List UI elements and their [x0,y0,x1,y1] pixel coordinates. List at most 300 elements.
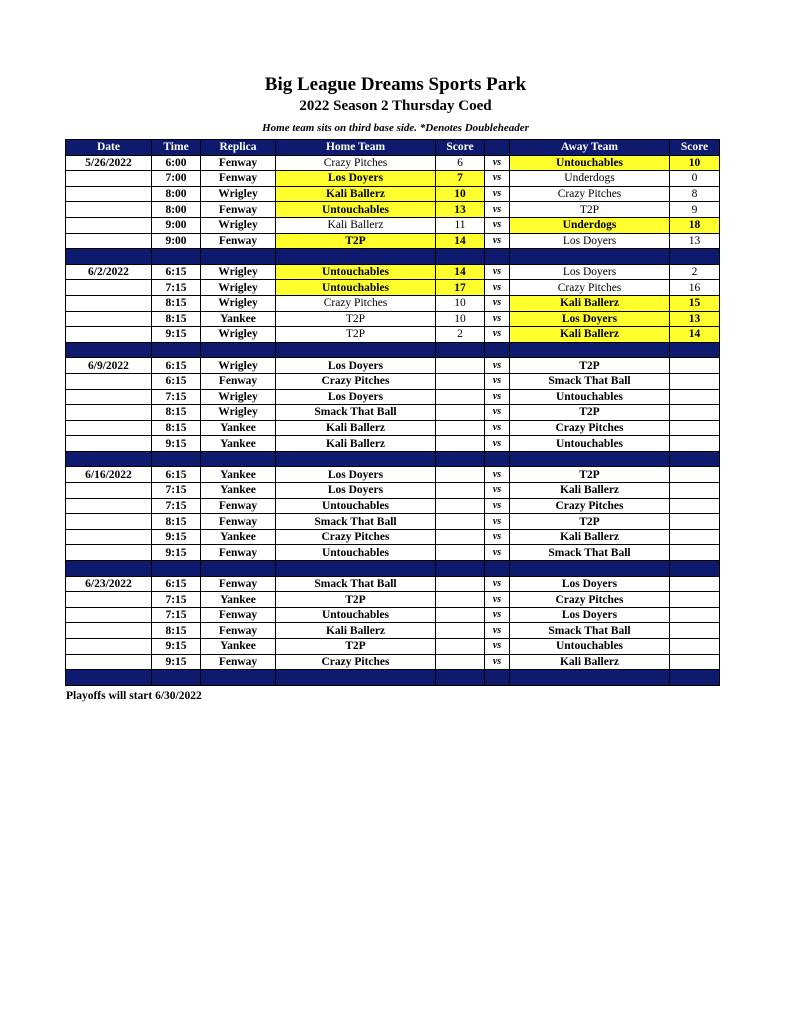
away-score-cell [670,545,720,561]
away-team-cell: Crazy Pitches [510,592,670,608]
home-score-cell [436,420,485,436]
home-score-cell: 14 [436,233,485,249]
home-team-cell: Untouchables [276,545,436,561]
home-score-cell [436,607,485,623]
replica-cell: Fenway [201,623,276,639]
replica-cell: Fenway [201,514,276,530]
table-row [66,202,720,218]
home-score-cell [436,529,485,545]
away-score-cell: 10 [670,155,720,171]
date-cell: 6/23/2022 [66,576,152,592]
away-score-cell: 16 [670,280,720,296]
date-cell [66,545,152,561]
date-cell [66,280,152,296]
separator-cell [485,249,510,265]
home-score-cell: 14 [436,264,485,280]
vs-cell: vs [485,514,510,530]
away-team-cell: Los Doyers [510,607,670,623]
date-cell [66,405,152,421]
time-cell: 6:15 [152,358,201,374]
date-cell [66,654,152,670]
table-row [66,420,720,436]
home-score-cell [436,654,485,670]
table-row [66,155,720,171]
separator-cell [670,249,720,265]
time-cell: 6:15 [152,467,201,483]
home-score-cell [436,592,485,608]
time-cell: 6:15 [152,373,201,389]
table-row [66,498,720,514]
column-header-time: Time [152,140,201,156]
away-score-cell [670,607,720,623]
separator-cell [152,561,201,577]
time-cell: 8:15 [152,405,201,421]
separator-cell [436,451,485,467]
vs-cell: vs [485,623,510,639]
home-team-cell: Kali Ballerz [276,217,436,233]
date-cell: 6/2/2022 [66,264,152,280]
vs-cell: vs [485,592,510,608]
away-team-cell: T2P [510,467,670,483]
separator-cell [66,670,152,686]
column-header-home-team: Home Team [276,140,436,156]
home-team-cell: Crazy Pitches [276,654,436,670]
separator-cell [66,342,152,358]
replica-cell: Yankee [201,592,276,608]
away-score-cell: 15 [670,295,720,311]
away-score-cell: 14 [670,327,720,343]
replica-cell: Fenway [201,155,276,171]
home-score-cell [436,405,485,421]
date-cell [66,592,152,608]
table-row [66,514,720,530]
vs-cell: vs [485,155,510,171]
home-score-cell [436,483,485,499]
table-row [66,467,720,483]
date-cell [66,623,152,639]
schedule-body [66,155,720,685]
away-team-cell: Kali Ballerz [510,327,670,343]
separator-cell [670,451,720,467]
separator-cell [436,249,485,265]
date-cell [66,529,152,545]
home-team-cell: Los Doyers [276,483,436,499]
date-cell [66,327,152,343]
separator-cell [66,249,152,265]
table-row [66,327,720,343]
date-cell [66,420,152,436]
separator-cell [276,249,436,265]
away-team-cell: T2P [510,405,670,421]
time-cell: 7:15 [152,389,201,405]
separator-cell [436,670,485,686]
vs-cell: vs [485,389,510,405]
vs-cell: vs [485,373,510,389]
replica-cell: Wrigley [201,280,276,296]
home-score-cell: 6 [436,155,485,171]
away-score-cell [670,373,720,389]
home-team-cell: T2P [276,592,436,608]
schedule-table [65,139,720,686]
date-cell [66,373,152,389]
away-team-cell: Kali Ballerz [510,529,670,545]
home-score-cell [436,467,485,483]
replica-cell: Fenway [201,498,276,514]
replica-cell: Yankee [201,311,276,327]
away-score-cell: 9 [670,202,720,218]
away-team-cell: Untouchables [510,436,670,452]
separator-cell [485,670,510,686]
table-row [66,607,720,623]
table-row [66,311,720,327]
page-subtitle: 2022 Season 2 Thursday Coed [299,98,492,114]
home-score-cell [436,545,485,561]
separator-cell [510,670,670,686]
table-row [66,405,720,421]
away-score-cell [670,405,720,421]
away-team-cell: Untouchables [510,639,670,655]
week-separator-row [66,561,720,577]
time-cell: 7:15 [152,607,201,623]
home-score-cell [436,639,485,655]
vs-cell: vs [485,436,510,452]
date-cell [66,311,152,327]
date-cell [66,514,152,530]
home-team-cell: Crazy Pitches [276,373,436,389]
vs-cell: vs [485,217,510,233]
home-score-cell [436,514,485,530]
date-cell [66,202,152,218]
away-score-cell [670,529,720,545]
time-cell: 8:15 [152,623,201,639]
time-cell: 9:15 [152,545,201,561]
time-cell: 8:15 [152,311,201,327]
replica-cell: Yankee [201,467,276,483]
separator-cell [436,342,485,358]
vs-cell: vs [485,639,510,655]
date-cell [66,171,152,187]
table-row [66,592,720,608]
away-score-cell [670,623,720,639]
away-team-cell: Smack That Ball [510,623,670,639]
replica-cell: Wrigley [201,186,276,202]
away-score-cell [670,436,720,452]
replica-cell: Wrigley [201,217,276,233]
table-row [66,171,720,187]
week-separator-row [66,670,720,686]
away-score-cell [670,483,720,499]
table-row [66,623,720,639]
time-cell: 7:15 [152,483,201,499]
separator-cell [201,249,276,265]
replica-cell: Wrigley [201,389,276,405]
separator-cell [66,561,152,577]
table-row [66,186,720,202]
home-team-cell: Untouchables [276,607,436,623]
home-team-cell: Untouchables [276,264,436,280]
time-cell: 8:15 [152,514,201,530]
home-team-cell: T2P [276,233,436,249]
home-score-cell [436,576,485,592]
away-team-cell: Crazy Pitches [510,280,670,296]
date-cell: 5/26/2022 [66,155,152,171]
home-team-cell: T2P [276,327,436,343]
vs-cell: vs [485,202,510,218]
vs-cell: vs [485,327,510,343]
replica-cell: Wrigley [201,327,276,343]
separator-cell [510,249,670,265]
table-row [66,295,720,311]
vs-cell: vs [485,295,510,311]
home-team-cell: Smack That Ball [276,514,436,530]
date-cell [66,217,152,233]
home-team-cell: Untouchables [276,498,436,514]
replica-cell: Fenway [201,545,276,561]
separator-cell [510,451,670,467]
time-cell: 6:00 [152,155,201,171]
replica-cell: Yankee [201,436,276,452]
home-score-cell: 11 [436,217,485,233]
home-team-cell: Los Doyers [276,389,436,405]
separator-cell [152,670,201,686]
away-team-cell: Smack That Ball [510,373,670,389]
time-cell: 8:15 [152,295,201,311]
separator-cell [485,451,510,467]
date-cell [66,639,152,655]
vs-cell: vs [485,405,510,421]
replica-cell: Yankee [201,529,276,545]
away-score-cell [670,467,720,483]
home-team-cell: Crazy Pitches [276,529,436,545]
separator-cell [201,342,276,358]
time-cell: 7:15 [152,592,201,608]
home-score-cell: 2 [436,327,485,343]
separator-cell [510,561,670,577]
column-header-away-team: Away Team [510,140,670,156]
table-row [66,483,720,499]
date-cell [66,483,152,499]
home-team-cell: Los Doyers [276,467,436,483]
separator-cell [276,561,436,577]
separator-cell [276,342,436,358]
replica-cell: Yankee [201,639,276,655]
table-row [66,436,720,452]
home-score-cell: 10 [436,311,485,327]
away-score-cell: 13 [670,233,720,249]
home-score-cell [436,623,485,639]
time-cell: 9:15 [152,327,201,343]
separator-cell [152,342,201,358]
replica-cell: Fenway [201,233,276,249]
home-score-cell [436,389,485,405]
home-score-cell: 17 [436,280,485,296]
time-cell: 9:15 [152,436,201,452]
column-header-vs [485,140,510,156]
vs-cell: vs [485,311,510,327]
time-cell: 9:00 [152,233,201,249]
vs-cell: vs [485,529,510,545]
away-score-cell: 2 [670,264,720,280]
away-team-cell: T2P [510,202,670,218]
away-score-cell [670,420,720,436]
time-cell: 9:15 [152,654,201,670]
table-row [66,654,720,670]
vs-cell: vs [485,467,510,483]
vs-cell: vs [485,498,510,514]
separator-cell [276,670,436,686]
replica-cell: Fenway [201,576,276,592]
home-score-cell: 7 [436,171,485,187]
separator-cell [66,451,152,467]
replica-cell: Wrigley [201,405,276,421]
column-header-replica: Replica [201,140,276,156]
vs-cell: vs [485,171,510,187]
separator-cell [152,249,201,265]
away-score-cell: 13 [670,311,720,327]
away-team-cell: Underdogs [510,171,670,187]
date-cell: 6/9/2022 [66,358,152,374]
home-score-cell: 10 [436,295,485,311]
time-cell: 7:00 [152,171,201,187]
table-row [66,280,720,296]
away-score-cell [670,389,720,405]
vs-cell: vs [485,545,510,561]
date-cell [66,607,152,623]
separator-cell [436,561,485,577]
away-score-cell [670,514,720,530]
away-score-cell [670,358,720,374]
replica-cell: Fenway [201,171,276,187]
away-team-cell: Smack That Ball [510,545,670,561]
vs-cell: vs [485,358,510,374]
date-cell [66,295,152,311]
vs-cell: vs [485,280,510,296]
away-score-cell: 18 [670,217,720,233]
replica-cell: Fenway [201,373,276,389]
separator-cell [670,670,720,686]
home-team-cell: Smack That Ball [276,576,436,592]
date-cell: 6/16/2022 [66,467,152,483]
table-row [66,639,720,655]
table-row [66,264,720,280]
away-team-cell: Crazy Pitches [510,186,670,202]
time-cell: 9:15 [152,639,201,655]
replica-cell: Fenway [201,202,276,218]
table-row [66,217,720,233]
table-row [66,576,720,592]
home-team-cell: Crazy Pitches [276,155,436,171]
home-team-cell: Kali Ballerz [276,436,436,452]
replica-cell: Yankee [201,420,276,436]
away-team-cell: Kali Ballerz [510,654,670,670]
table-row [66,389,720,405]
time-cell: 7:15 [152,498,201,514]
date-cell [66,436,152,452]
separator-cell [152,451,201,467]
home-team-cell: Untouchables [276,280,436,296]
home-team-cell: Untouchables [276,202,436,218]
home-score-cell: 10 [436,186,485,202]
away-team-cell: Kali Ballerz [510,483,670,499]
vs-cell: vs [485,420,510,436]
date-cell [66,498,152,514]
week-separator-row [66,249,720,265]
away-score-cell: 8 [670,186,720,202]
away-score-cell: 0 [670,171,720,187]
home-team-cell: T2P [276,639,436,655]
away-team-cell: Underdogs [510,217,670,233]
home-score-cell [436,373,485,389]
week-separator-row [66,451,720,467]
table-row [66,545,720,561]
separator-cell [670,342,720,358]
table-row [66,358,720,374]
away-team-cell: Untouchables [510,389,670,405]
vs-cell: vs [485,576,510,592]
away-score-cell [670,592,720,608]
column-header-date: Date [66,140,152,156]
table-row [66,373,720,389]
replica-cell: Wrigley [201,358,276,374]
page-title: Big League Dreams Sports Park [264,74,527,95]
schedule-note: Home team sits on third base side. *Denotes Doubleheader [262,122,529,134]
separator-cell [276,451,436,467]
vs-cell: vs [485,233,510,249]
replica-cell: Wrigley [201,295,276,311]
separator-cell [510,342,670,358]
separator-cell [485,342,510,358]
replica-cell: Fenway [201,607,276,623]
away-score-cell [670,576,720,592]
home-team-cell: T2P [276,311,436,327]
away-team-cell: Los Doyers [510,233,670,249]
table-row [66,233,720,249]
home-team-cell: Kali Ballerz [276,186,436,202]
home-team-cell: Los Doyers [276,358,436,374]
replica-cell: Fenway [201,654,276,670]
vs-cell: vs [485,654,510,670]
separator-cell [201,451,276,467]
away-team-cell: Los Doyers [510,311,670,327]
home-team-cell: Kali Ballerz [276,623,436,639]
time-cell: 9:15 [152,529,201,545]
vs-cell: vs [485,483,510,499]
home-team-cell: Los Doyers [276,171,436,187]
separator-cell [201,561,276,577]
date-cell [66,233,152,249]
home-score-cell: 13 [436,202,485,218]
away-team-cell: Los Doyers [510,264,670,280]
home-score-cell [436,436,485,452]
away-team-cell: Crazy Pitches [510,498,670,514]
footer-note: Playoffs will start 6/30/2022 [66,690,202,702]
away-score-cell [670,498,720,514]
away-team-cell: Los Doyers [510,576,670,592]
home-team-cell: Smack That Ball [276,405,436,421]
replica-cell: Yankee [201,483,276,499]
home-team-cell: Crazy Pitches [276,295,436,311]
table-row [66,529,720,545]
replica-cell: Wrigley [201,264,276,280]
column-header-away-score: Score [670,140,720,156]
time-cell: 9:00 [152,217,201,233]
away-score-cell [670,639,720,655]
away-score-cell [670,654,720,670]
vs-cell: vs [485,186,510,202]
date-cell [66,389,152,405]
home-score-cell [436,498,485,514]
table-header-row [66,140,720,156]
